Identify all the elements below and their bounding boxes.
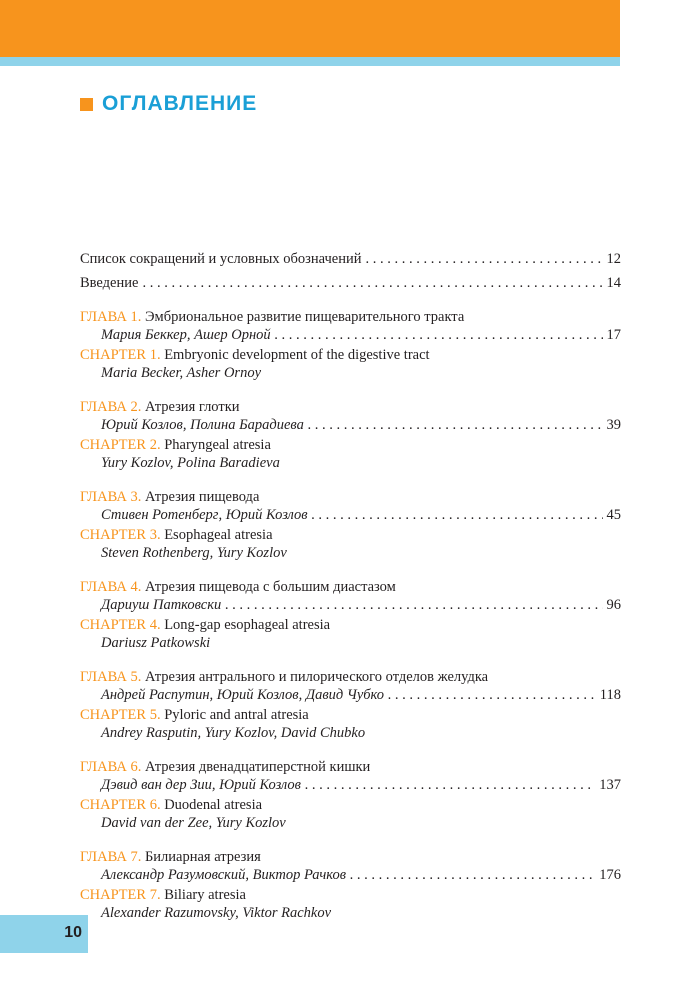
chapter-authors-ru: Юрий Козлов, Полина Барадиева bbox=[101, 417, 304, 433]
chapter-label-en: CHAPTER 6. bbox=[80, 797, 161, 813]
toc-entry-title: Список сокращений и условных обозначений bbox=[80, 251, 362, 267]
chapter-title-en: Duodenal atresia bbox=[164, 797, 263, 813]
toc-page-number: 17 bbox=[606, 327, 621, 343]
chapter-title-ru: Атрезия пищевода с большим диастазом bbox=[144, 579, 396, 595]
chapter-label-ru: ГЛАВА 3. bbox=[80, 489, 142, 505]
toc-chapter-5[interactable] bbox=[80, 668, 621, 742]
toc-page-number: 137 bbox=[599, 777, 621, 793]
toc-chapter-1[interactable] bbox=[80, 308, 621, 382]
leader-dots bbox=[312, 506, 603, 524]
toc-chapter-4[interactable] bbox=[80, 578, 621, 652]
toc-page-number: 12 bbox=[606, 251, 621, 267]
header-blue-stripe bbox=[0, 57, 620, 66]
chapter-authors-ru: Дариуш Патковски bbox=[101, 597, 222, 613]
chapter-authors-ru: Александр Разумовский, Виктор Рачков bbox=[101, 867, 347, 883]
chapter-authors-en: Yury Kozlov, Polina Baradieva bbox=[101, 455, 280, 471]
chapter-authors-en: David van der Zee, Yury Kozlov bbox=[101, 815, 286, 831]
toc-chapter-6[interactable] bbox=[80, 758, 621, 832]
toc-chapter-7[interactable] bbox=[80, 848, 621, 922]
chapter-title-ru: Атрезия глотки bbox=[144, 399, 240, 415]
toc-page-number: 14 bbox=[606, 275, 621, 291]
chapter-label-en: CHAPTER 2. bbox=[80, 437, 161, 453]
page-number-tab bbox=[0, 915, 88, 953]
chapter-label-en: CHAPTER 1. bbox=[80, 347, 161, 363]
chapter-title-ru: Атрезия двенадцатиперстной кишки bbox=[144, 759, 371, 775]
toc-page-number: 39 bbox=[606, 417, 621, 433]
chapter-title-en: Esophageal atresia bbox=[164, 527, 273, 543]
toc-page-number: 45 bbox=[606, 507, 621, 523]
chapter-label-ru: ГЛАВА 1. bbox=[80, 309, 142, 325]
toc-page-number: 118 bbox=[599, 687, 621, 703]
chapter-authors-en: Steven Rothenberg, Yury Kozlov bbox=[101, 545, 287, 561]
chapter-title-ru: Атрезия антрального и пилорического отделов желудка bbox=[144, 669, 489, 685]
leader-dots bbox=[275, 326, 603, 344]
page-number: 10 bbox=[64, 924, 82, 941]
chapter-label-ru: ГЛАВА 5. bbox=[80, 669, 142, 685]
chapter-title-ru: Билиарная атрезия bbox=[144, 849, 261, 865]
leader-dots bbox=[388, 686, 596, 704]
leader-dots bbox=[308, 416, 603, 434]
toc-page-number: 176 bbox=[599, 867, 621, 883]
header-orange-bar bbox=[0, 0, 620, 57]
page-title: ОГЛАВЛЕНИЕ bbox=[102, 92, 258, 115]
chapter-label-en: CHAPTER 3. bbox=[80, 527, 161, 543]
chapter-title-ru: Атрезия пищевода bbox=[144, 489, 260, 505]
chapter-title-en: Long-gap esophageal atresia bbox=[164, 617, 331, 633]
chapter-label-ru: ГЛАВА 7. bbox=[80, 849, 142, 865]
toc-entry-introduction[interactable] bbox=[80, 274, 621, 292]
chapter-title-ru: Эмбриональное развитие пищеварительного тракта bbox=[144, 309, 465, 325]
chapter-label-ru: ГЛАВА 2. bbox=[80, 399, 142, 415]
chapter-authors-en: Dariusz Patkowski bbox=[101, 635, 211, 651]
toc-chapter-2[interactable] bbox=[80, 398, 621, 472]
leader-dots bbox=[365, 250, 602, 268]
chapter-title-en: Pharyngeal atresia bbox=[164, 437, 271, 453]
chapter-title-en: Embryonic development of the digestive tract bbox=[164, 347, 430, 363]
chapter-label-en: CHAPTER 4. bbox=[80, 617, 161, 633]
chapter-authors-ru: Дэвид ван дер Зии, Юрий Козлов bbox=[101, 777, 301, 793]
toc-chapter-3[interactable] bbox=[80, 488, 621, 562]
toc-entry-title: Введение bbox=[80, 275, 139, 291]
toc-page-number: 96 bbox=[606, 597, 621, 613]
chapter-authors-ru: Андрей Распутин, Юрий Козлов, Давид Чубко bbox=[101, 687, 385, 703]
toc-entry-abbreviations[interactable] bbox=[80, 250, 621, 268]
chapter-authors-ru: Мария Беккер, Ашер Орной bbox=[101, 327, 271, 343]
leader-dots bbox=[305, 776, 595, 794]
leader-dots bbox=[350, 866, 595, 884]
chapter-label-ru: ГЛАВА 6. bbox=[80, 759, 142, 775]
chapter-title-en: Biliary atresia bbox=[164, 887, 246, 903]
leader-dots bbox=[225, 596, 602, 614]
chapter-title-en: Pyloric and antral atresia bbox=[164, 707, 309, 723]
square-bullet-icon bbox=[80, 98, 93, 111]
chapter-authors-en: Andrey Rasputin, Yury Kozlov, David Chubko bbox=[101, 725, 366, 741]
table-of-contents bbox=[80, 250, 621, 922]
chapter-label-en: CHAPTER 5. bbox=[80, 707, 161, 723]
chapter-authors-ru: Стивен Ротенберг, Юрий Козлов bbox=[101, 507, 308, 523]
chapter-label-en: CHAPTER 7. bbox=[80, 887, 161, 903]
leader-dots bbox=[142, 274, 602, 292]
page-heading bbox=[80, 92, 257, 116]
chapter-authors-en: Alexander Razumovsky, Viktor Rachkov bbox=[101, 905, 332, 921]
chapter-authors-en: Maria Becker, Asher Ornoy bbox=[101, 365, 262, 381]
chapter-label-ru: ГЛАВА 4. bbox=[80, 579, 142, 595]
